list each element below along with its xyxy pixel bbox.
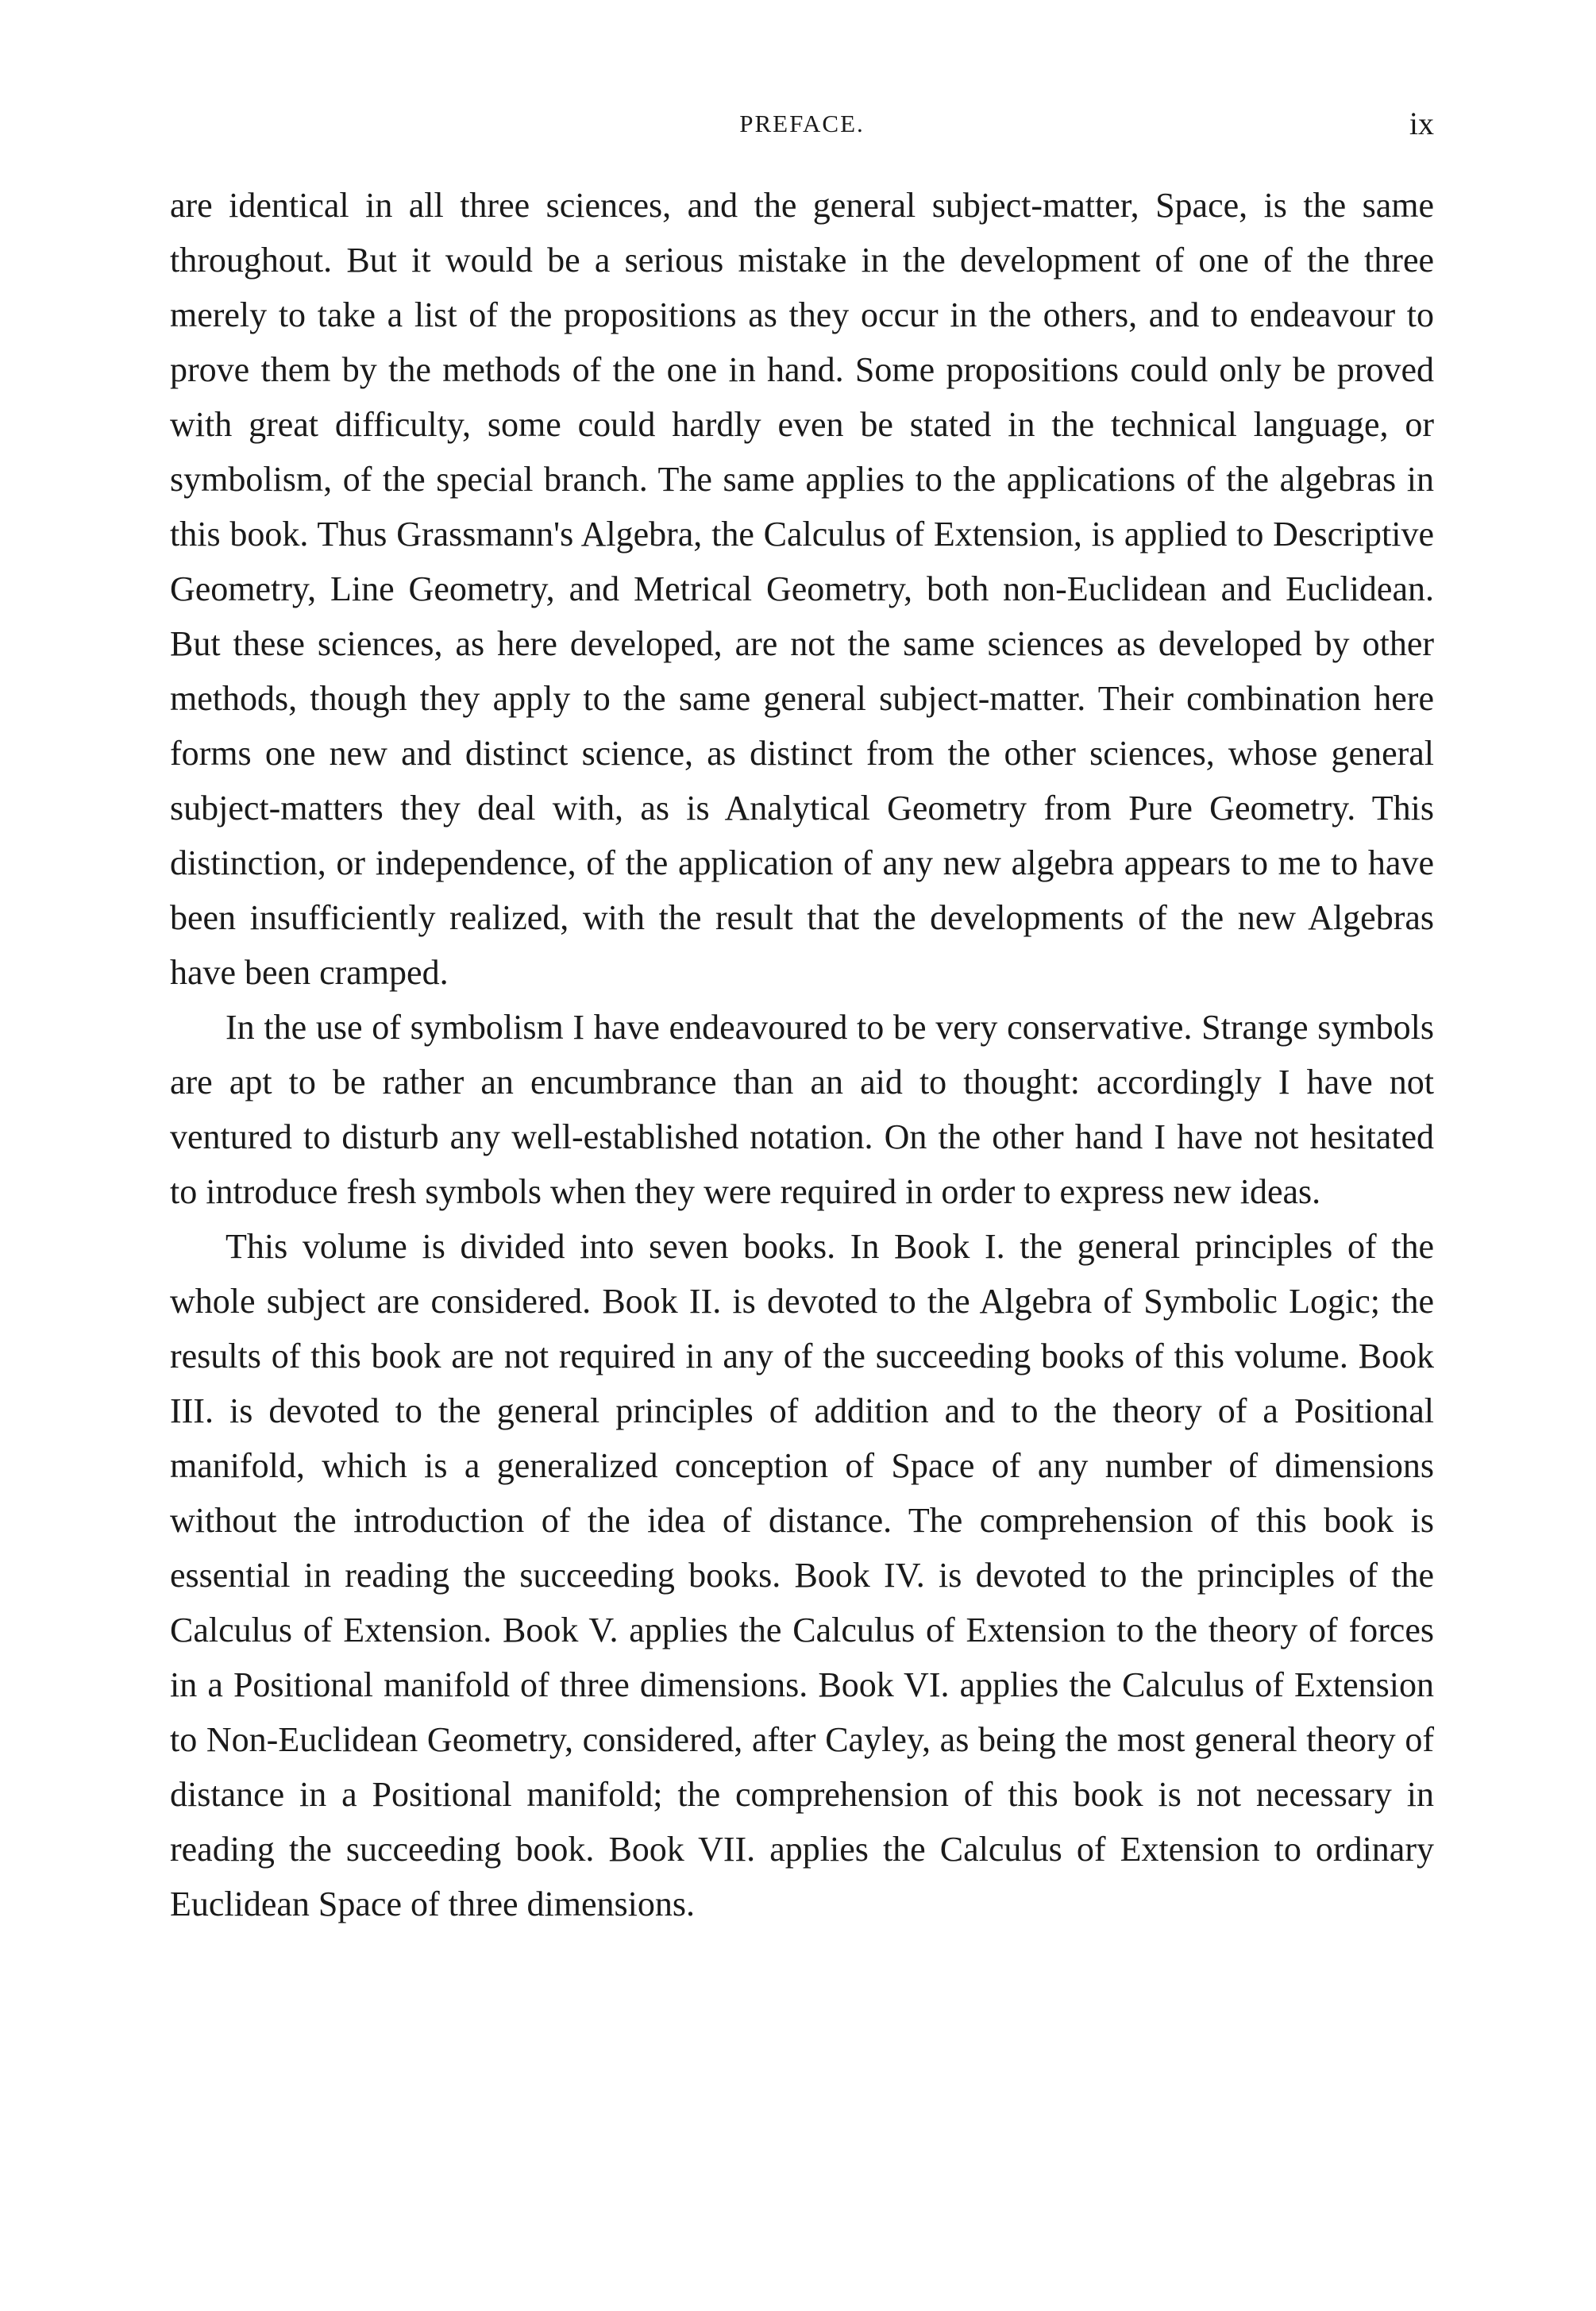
paragraph-volume-outline: This volume is divided into seven books. In Book I. the general principles of the whole subject are considered. Book II. is devoted to the Algebra of Symbolic Logic; the results of this book are not required in any of the succeeding books of this volume. Book III. is devoted to the general principles of addition and to the theory of a Positional manifold, which is a generalized conception of Space of any number of dimensions without the introduction of the idea of distance. The comprehension of this book is essential in reading the succeeding books. Book IV. is devoted to the principles of the Calculus of Extension. Book V. applies the Calculus of Extension to the theory of forces in a Positional manifold of three dimensions. Book VI. applies the Calculus of Extension to Non-Euclidean Geometry, considered, after Cayley, as being the most general theory of distance in a Positional manifold; the comprehension of this book is not necessary in reading the succeeding book. Book VII. applies the Calculus of Extension to ordinary Euclidean Space of three dimensions. bbox=[170, 1227, 1434, 1923]
paragraph-symbolism: In the use of symbolism I have endeavoured to be very conservative. Strange symbols are apt to be rather an encumbrance than an aid to thought: accordingly I have not ventured to disturb any well-established notation. On the other hand I have not hesitated to introduce fresh symbols when they were required in order to express new ideas. bbox=[170, 1008, 1434, 1211]
page-number: ix bbox=[1409, 106, 1434, 141]
running-head: PREFACE. bbox=[739, 110, 865, 137]
paragraph-continuation: are identical in all three sciences, and the general subject-matter, Space, is the same throughout. But it would be a serious mistake in the development of one of the three merely to take a list of the propositions as they occur in the others, and to endeavour to prove them by the methods of the one in hand. Some propositions could only be proved with great difficulty, some could hardly even be stated in the technical language, or symbolism, of the special branch. The same applies to the applications of the algebras in this book. Thus Grassmann's Algebra, the Calculus of Extension, is applied to Descriptive Geometry, Line Geometry, and Metrical Geometry, both non-Euclidean and Euclidean. But these sciences, as here developed, are not the same sciences as developed by other methods, though they apply to the same general subject-matter. Their combination here forms one new and distinct science, as distinct from the other sciences, whose general subject-matters they deal with, as is Analytical Geometry from Pure Geometry. This distinction, or independence, of the application of any new algebra appears to me to have been insufficiently realized, with the result that the developments of the new Algebras have been cramped. bbox=[170, 186, 1434, 992]
body-text bbox=[170, 178, 1434, 1931]
page-header bbox=[170, 105, 1434, 152]
